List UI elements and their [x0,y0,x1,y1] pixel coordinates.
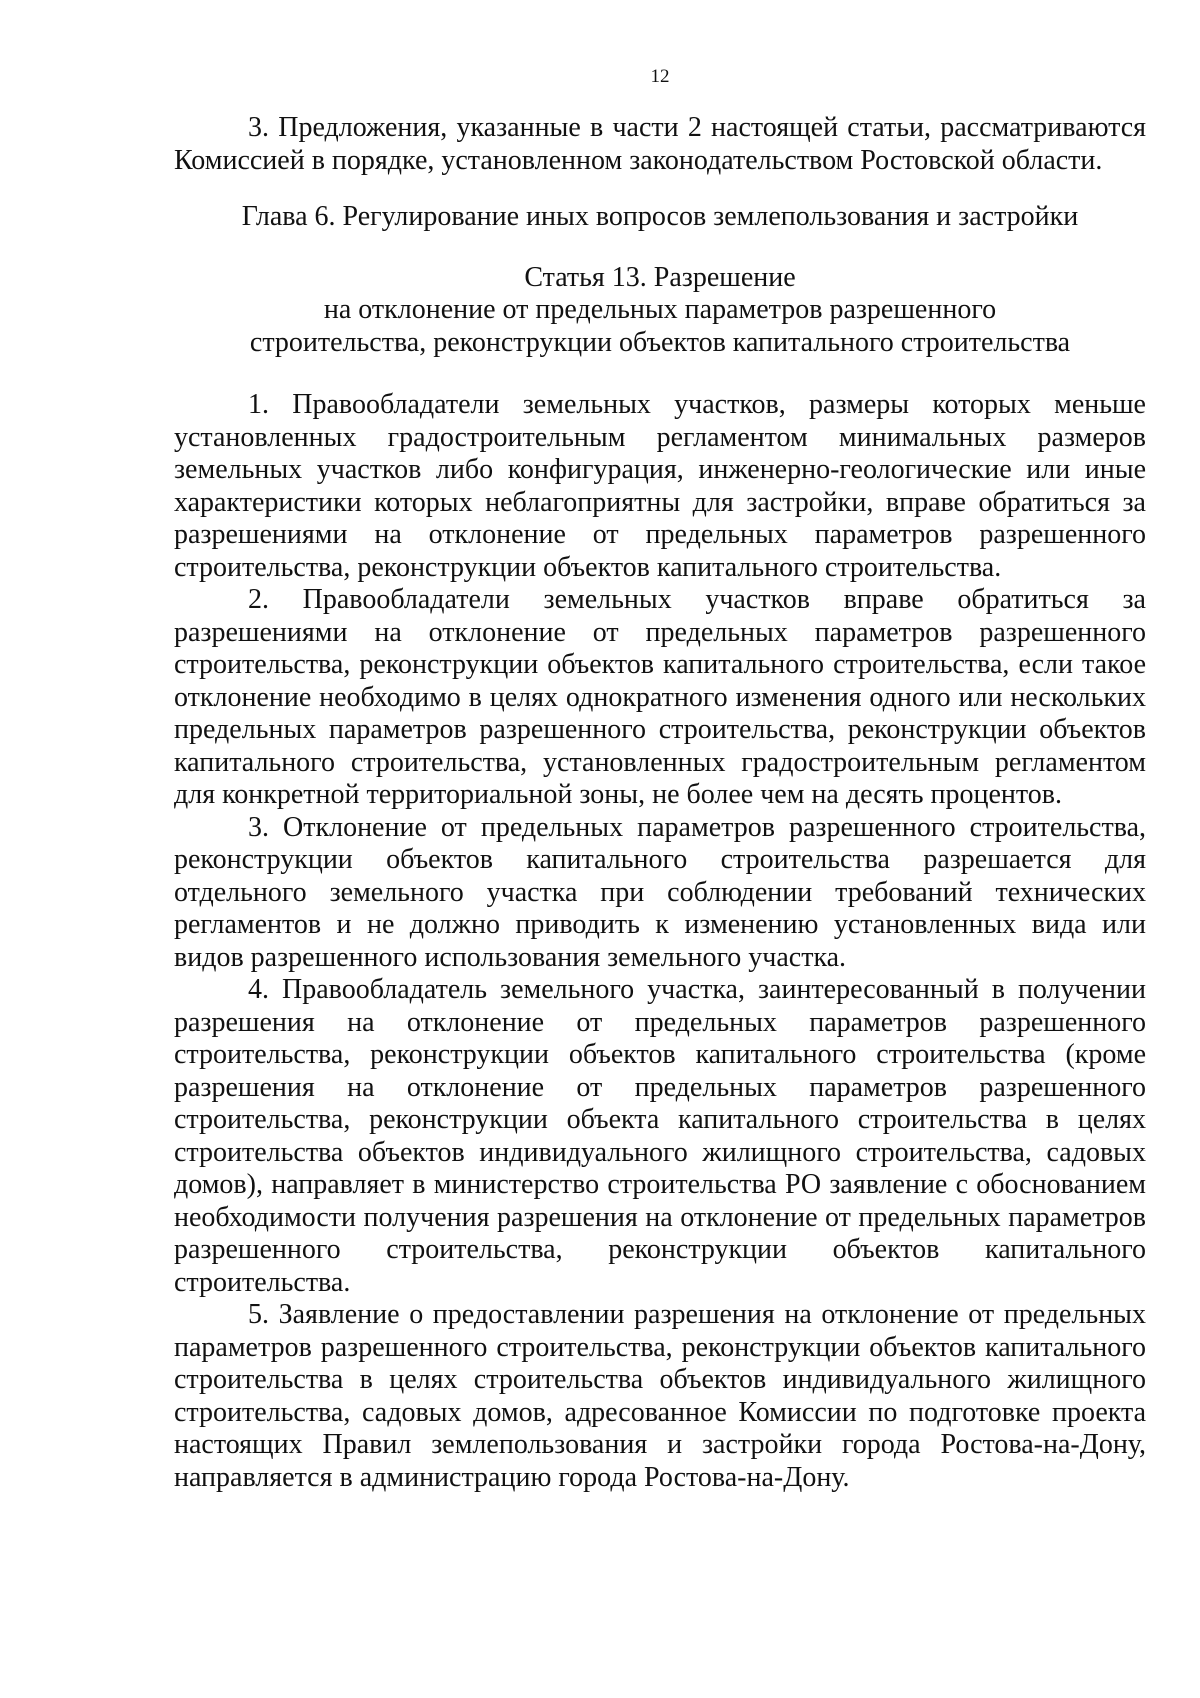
article-title-line-3: строительства, реконструкции объектов капитального строительства [249,326,1071,358]
article-paragraph-4: 4. Правообладатель земельного участка, заинтересованный в получении разрешения на отклонение от предельных параметров разрешенного строительства, реконструкции объектов капитального строительства (кроме разрешения на отклонение от предельных параметров разрешенного строительства, реконструкции объекта капитального строительства в целях строительства объектов индивидуального жилищного строительства, садовых домов), направляет в министерство строительства РО заявление с обоснованием необходимости получения разрешения на отклонение от предельных параметров разрешенного строительства, реконструкции объектов капитального строительства. [174,974,1146,1298]
article-paragraph-2: 2. Правообладатели земельных участков вправе обратиться за разрешениями на отклонение от предельных параметров разрешенного строительства, реконструкции объектов капитального строительства, если такое отклонение необходимо в целях однократного изменения одного или нескольких предельных параметров разрешенного строительства, реконструкции объектов капитального строительства, установленных градостроительным регламентом для конкретной территориальной зоны, не более чем на десять процентов. [174,584,1146,810]
article-paragraph-5: 5. Заявление о предоставлении разрешения на отклонение от предельных параметров разрешенного строительства, реконструкции объектов капитального строительства в целях строительства объектов индивидуального жилищного строительства, садовых домов, адресованное Комиссии по подготовке проекта настоящих Правил землепользования и застройки города Ростова-на-Дону, направляется в администрацию города Ростова-на-Дону. [174,1299,1146,1493]
article-title-line-2: на отклонение от предельных параметров разрешенного [323,294,997,325]
article-title-line-1: Статья 13. Разрешение [524,261,796,293]
article-paragraph-3: 3. Отклонение от предельных параметров разрешенного строительства, реконструкции объектов капитального строительства разрешается для отдельного земельного участка при соблюдении требований технических регламентов и не должно приводить к изменению установленных вида или видов разрешенного использования земельного участка. [174,811,1146,973]
document-content [174,112,1146,1494]
article-title [174,262,1146,360]
article-body [174,389,1146,1494]
article-paragraph-1: 1. Правообладатели земельных участков, размеры которых меньше установленных градостроительным регламентом минимальных размеров земельных участков либо конфигурация, инженерно-геологические или иные характеристики которых неблагоприятны для застройки, вправе обратиться за разрешениями на отклонение от предельных параметров разрешенного строительства, реконструкции объектов капитального строительства. [174,389,1146,583]
page-number: 12 [650,66,670,87]
chapter-title: Глава 6. Регулирование иных вопросов землепользования и застройки [241,201,1079,232]
intro-paragraph: 3. Предложения, указанные в части 2 настоящей статьи, рассматриваются Комиссией в порядке, установленном законодательством Ростовской области. [174,112,1146,176]
